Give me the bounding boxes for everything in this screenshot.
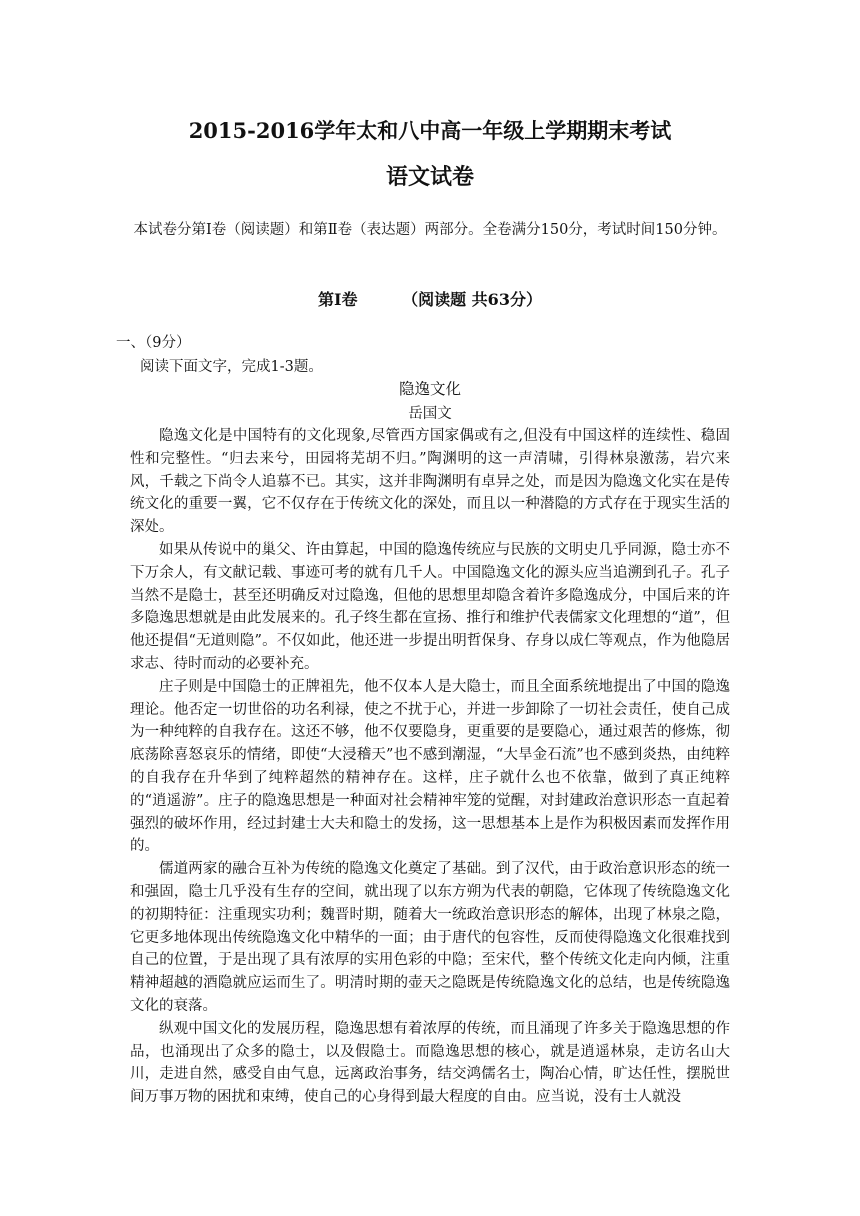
article-paragraph: 庄子则是中国隐士的正牌祖先，他不仅本人是大隐士，而且全面系统地提出了中国的隐逸理论。他否定一切世俗的功名利禄，使之不扰于心，并进一步卸除了一切社会责任，使自己成为一种纯粹的自我存在。这还不够，他不仅要隐身，更重要的是要隐心，通过艰苦的修炼，彻底荡除喜怒哀乐的情绪，即使“大浸稽天”也不感到潮湿，“大旱金石流”也不感到炎热，由纯粹的自我存在升华到了纯粹超然的精神存在。这样，庄子就什么也不依靠，做到了真正纯粹的“逍遥游”。庄子的隐逸思想是一种面对社会精神牢笼的觉醒，对封建政治意识形态一直起着强烈的破坏作用，经过封建士大夫和隐士的发扬，这一思想基本上是作为积极因素而发挥作用的。 bbox=[130, 678, 730, 855]
section-instruction: 阅读下面文字，完成1-3题。 bbox=[140, 359, 323, 375]
article-author: 岳国文 bbox=[408, 406, 452, 422]
section-label: 一、（9分） bbox=[116, 335, 191, 351]
article-title: 隐逸文化 bbox=[398, 380, 461, 398]
article-paragraph: 纵观中国文化的发展历程，隐逸思想有着浓厚的传统，而且涌现了许多关于隐逸思想的作品，也涌现出了众多的隐士，以及假隐士。而隐逸思想的核心，就是逍遥林泉，走访名山大川，走进自然，感受自由气息，远离政治事务，结交鸿儒名士，陶冶心情，旷达任性，摆脱世间万事万物的困扰和束缚，使自己的心身得到最大程度的自由。应当说，没有士人就没 bbox=[130, 1020, 730, 1106]
exam-title: 2015-2016学年太和八中高一年级上学期期末考试 bbox=[188, 118, 672, 143]
part-description: （阅读题 共63分） bbox=[402, 290, 542, 309]
article-paragraph: 儒道两家的融合互补为传统的隐逸文化奠定了基础。到了汉代，由于政治意识形态的统一和强固，隐士几乎没有生存的空间，就出现了以东方朔为代表的朝隐，它体现了传统隐逸文化的初期特征：注重现实功利；魏晋时期，随着大一统政治意识形态的解体，出现了林泉之隐，它更多地体现出传统隐逸文化中精华的一面；由于唐代的包容性，反而使得隐逸文化很难找到自己的位置，于是出现了具有浓厚的实用色彩的中隐；至宋代，整个传统文化走向内倾，注重精神超越的酒隐就应运而生了。明清时期的壶天之隐既是传统隐逸文化的总结，也是传统隐逸文化的衰落。 bbox=[130, 861, 730, 1014]
article-paragraph: 隐逸文化是中国特有的文化现象,尽管西方国家偶或有之,但没有中国这样的连续性、稳固性和完整性。“归去来兮，田园将芜胡不归。”陶渊明的这一声清啸，引得林泉激荡，岩穴来风，千载之下尚令人追慕不已。其实，这并非陶渊明有卓异之处，而是因为隐逸文化实在是传统文化的重要一翼，它不仅存在于传统文化的深处，而且以一种潜隐的方式存在于现实生活的深处。 bbox=[130, 428, 730, 536]
article-paragraph: 如果从传说中的巢父、许由算起，中国的隐逸传统应与民族的文明史几乎同源，隐士亦不下万余人，有文献记载、事迹可考的就有几千人。中国隐逸文化的源头应当追溯到孔子。孔子当然不是隐士，甚至还明确反对过隐逸，但他的思想里却隐含着许多隐逸成分，中国后来的许多隐逸思想就是由此发展来的。孔子终生都在宣扬、推行和维护代表儒家文化理想的“道”，但他还提倡“无道则隐”。不仅如此，他还进一步提出明哲保身、存身以成仁等观点，作为他隐居求志、待时而动的必要补充。 bbox=[130, 541, 730, 672]
part-heading bbox=[0, 287, 860, 310]
article-body bbox=[130, 425, 730, 1109]
exam-subtitle: 语文试卷 bbox=[385, 164, 474, 190]
exam-instructions: 本试卷分第Ⅰ卷（阅读题）和第Ⅱ卷（表达题）两部分。全卷满分150分，考试时间150分钟。 bbox=[133, 222, 727, 238]
part-label: 第Ⅰ卷 bbox=[318, 290, 358, 309]
